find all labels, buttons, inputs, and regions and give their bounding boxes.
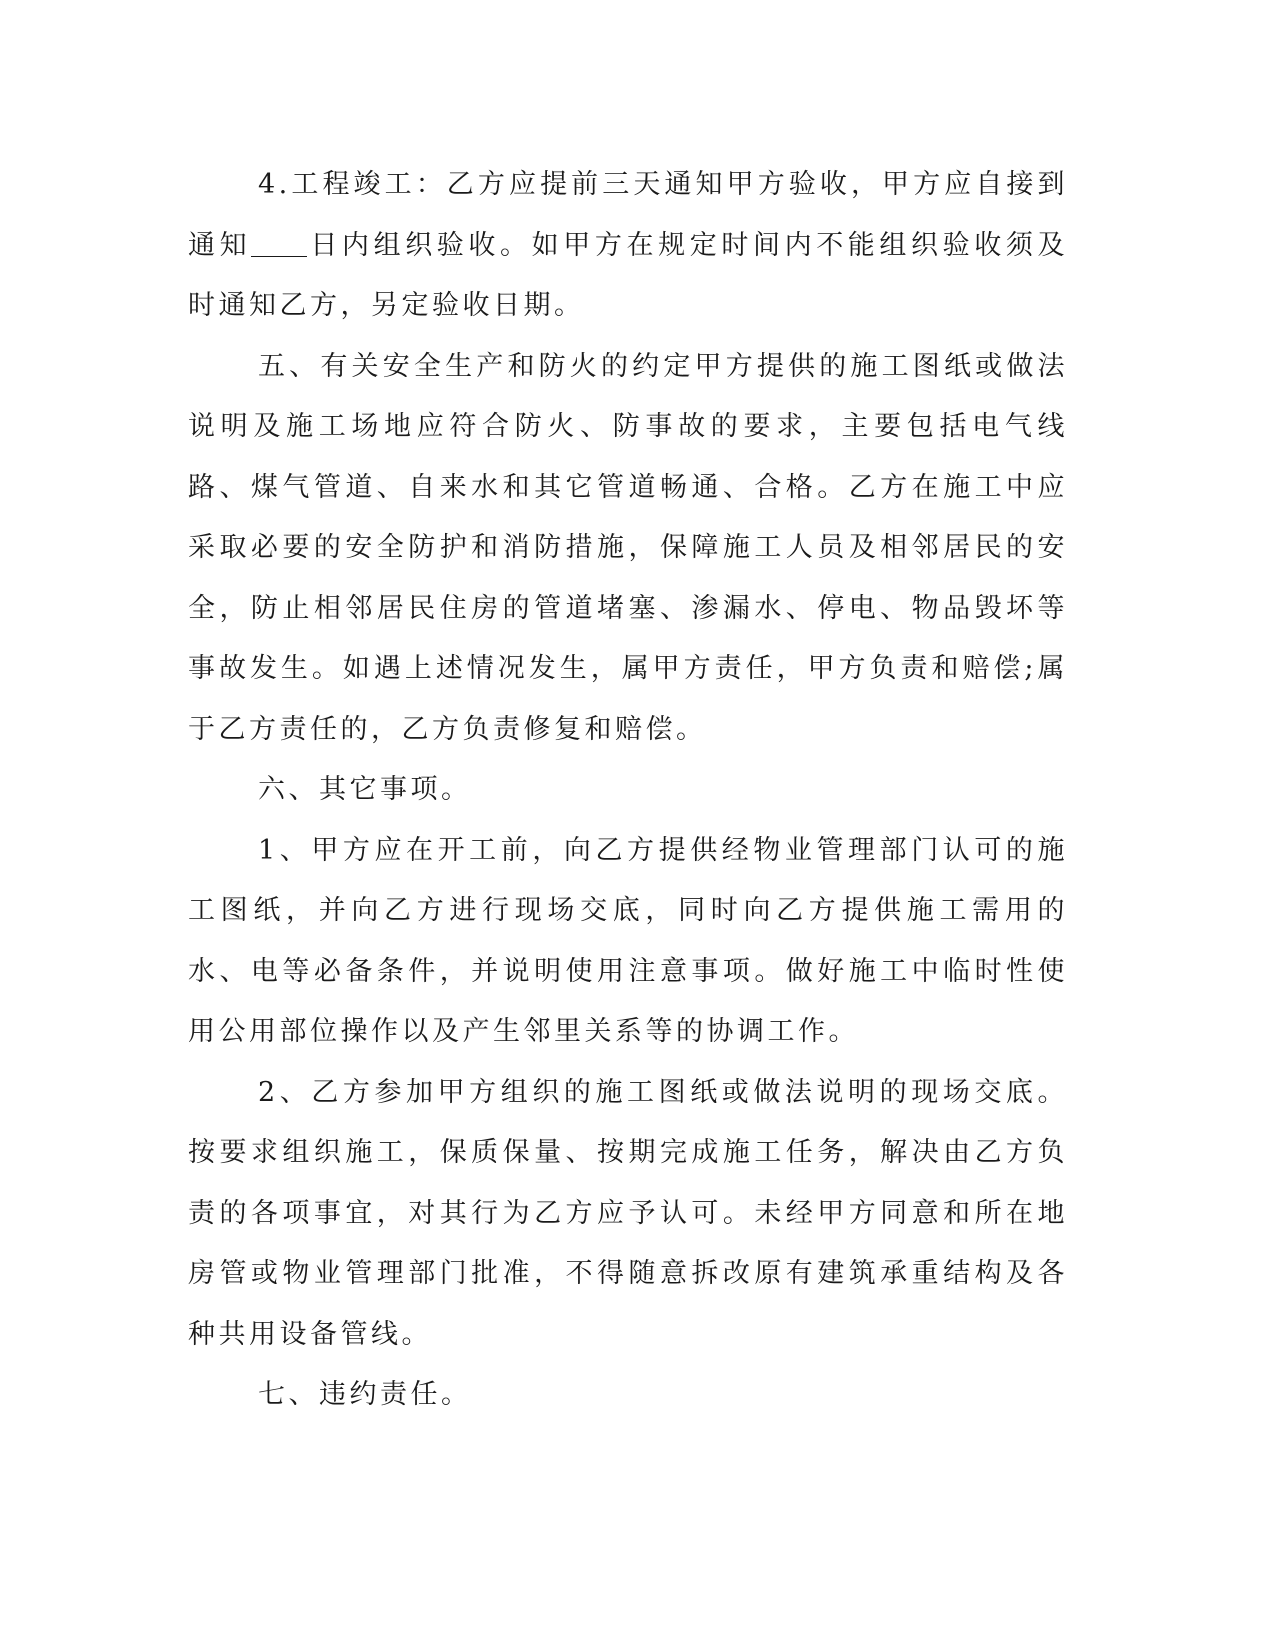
paragraph-text: 4.工程竣工：乙方应提前三天通知甲方验收，甲方应自接到通知	[188, 169, 1068, 261]
paragraph-text: 日内组织验收。如甲方在规定时间内不能组织验收须及时通知乙方，另定验收日期。	[188, 229, 1069, 321]
paragraph-project-completion	[188, 155, 1068, 337]
fill-in-blank	[251, 232, 307, 257]
document-body	[188, 155, 1068, 1426]
paragraph-safety-fire: 五、有关安全生产和防火的约定甲方提供的施工图纸或做法说明及施工场地应符合防火、防事故的要求，主要包括电气线路、煤气管道、自来水和其它管道畅通、合格。乙方在施工中应采取必要的安全防护和消防措施，保障施工人员及相邻居民的安全，防止相邻居民住房的管道堵塞、渗漏水、停电、物品毁坏等事故发生。如遇上述情况发生，属甲方责任，甲方负责和赔偿;属于乙方责任的，乙方负责修复和赔偿。	[188, 350, 1068, 745]
heading-breach-liability: 七、违约责任。	[258, 1379, 472, 1410]
paragraph-party-a-duties: 1、甲方应在开工前，向乙方提供经物业管理部门认可的施工图纸，并向乙方进行现场交底，同时向乙方提供施工需用的水、电等必备条件，并说明使用注意事项。做好施工中临时性使用公用部位操作以及产生邻里关系等的协调工作。	[188, 834, 1068, 1047]
paragraph-party-b-duties: 2、乙方参加甲方组织的施工图纸或做法说明的现场交底。按要求组织施工，保质保量、按期完成施工任务，解决由乙方负责的各项事宜，对其行为乙方应予认可。未经甲方同意和所在地房管或物业管理部门批准，不得随意拆改原有建筑承重结构及各种共用设备管线。	[188, 1076, 1068, 1350]
heading-other-matters: 六、其它事项。	[258, 774, 472, 805]
